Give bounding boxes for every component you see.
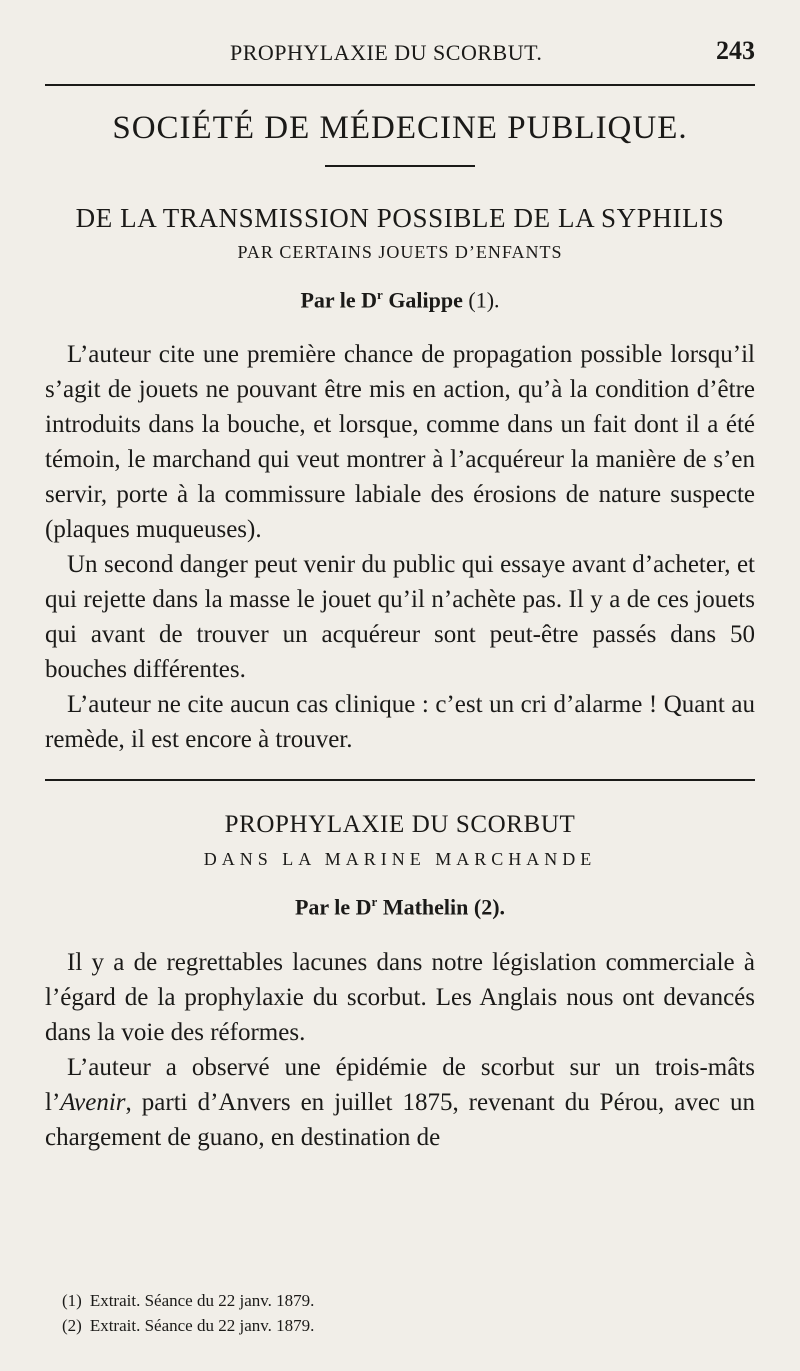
paragraph: Un second danger peut venir du public qui essaye avant d’acheter, et qui rejette dans la masse le jouet qu’il n’achète pas. Il y a de ces jouets qui avant de trouver un acquéreur sont peut-être passés dans 50 bouches différentes.: [45, 551, 755, 684]
footnote-number: (1): [62, 1291, 82, 1310]
ship-name: Avenir: [60, 1088, 126, 1116]
footnote-text: Extrait. Séance du 22 janv. 1879.: [89, 1316, 315, 1335]
page-number: 243: [716, 36, 755, 65]
footnote-ref: (1).: [468, 287, 500, 313]
byline-sup: r: [371, 894, 378, 910]
paragraph: Il y a de regrettables lacunes dans notre législation commerciale à l’égard de la prophylaxie du scorbut. Les Anglais nous ont devancés dans la voie des réformes.: [45, 948, 755, 1046]
paragraph: L’auteur ne cite aucun cas clinique : c’est un cri d’alarme ! Quant au remède, il est encore à trouver.: [45, 691, 755, 754]
short-divider: [325, 165, 475, 167]
paragraph: [45, 1050, 755, 1155]
article1-title: DE LA TRANSMISSION POSSIBLE DE LA SYPHILIS: [75, 203, 725, 233]
running-title: PROPHYLAXIE DU SCORBUT.: [230, 40, 543, 65]
text-run: L’auteur a observé une épidémie de scorbut sur un trois-mâts l’: [45, 1053, 755, 1116]
running-header: [45, 0, 755, 86]
article2-title: PROPHYLAXIE DU SCORBUT: [224, 811, 576, 839]
footnote-number: (2): [62, 1316, 82, 1335]
byline-sup: r: [377, 287, 383, 302]
society-heading: SOCIÉTÉ DE MÉDECINE PUBLIQUE.: [112, 110, 688, 146]
byline-name: Galippe: [382, 287, 469, 313]
byline-prefix: Par le D: [300, 287, 378, 313]
article1-subtitle: PAR CERTAINS JOUETS D’ENFANTS: [237, 242, 563, 262]
paragraph: L’auteur cite une première chance de propagation possible lorsqu’il s’agit de jouets ne pouvant être mis en action, qu’à la condition d’être introduits dans la bouche, et lorsque, comme dans un fait dont il a été témoin, le marchand qui veut montrer à l’acquéreur la manière de s’en servir, porte à la commissure labiale des érosions de nature suspecte (plaques muqueuses).: [45, 341, 755, 544]
byline-prefix: Par le D: [294, 894, 372, 920]
article2-body: [45, 945, 755, 1155]
footnote-1: [62, 1288, 314, 1313]
section-divider: [45, 779, 755, 781]
article2-subtitle: DANS LA MARINE MARCHANDE: [203, 849, 597, 870]
byline-name: Mathelin: [377, 894, 474, 920]
footnote-text: Extrait. Séance du 22 janv. 1879.: [89, 1291, 315, 1310]
footnotes: [62, 1288, 314, 1338]
article1-byline: [45, 287, 755, 313]
text-run: , parti d’Anvers en juillet 1875, revenant du Pérou, avec un chargement de guano, en destination de: [45, 1088, 755, 1151]
article1-body: [45, 337, 755, 757]
footnote-ref: (2).: [473, 894, 506, 920]
article2-byline: [45, 894, 755, 920]
footnote-2: [62, 1313, 314, 1338]
